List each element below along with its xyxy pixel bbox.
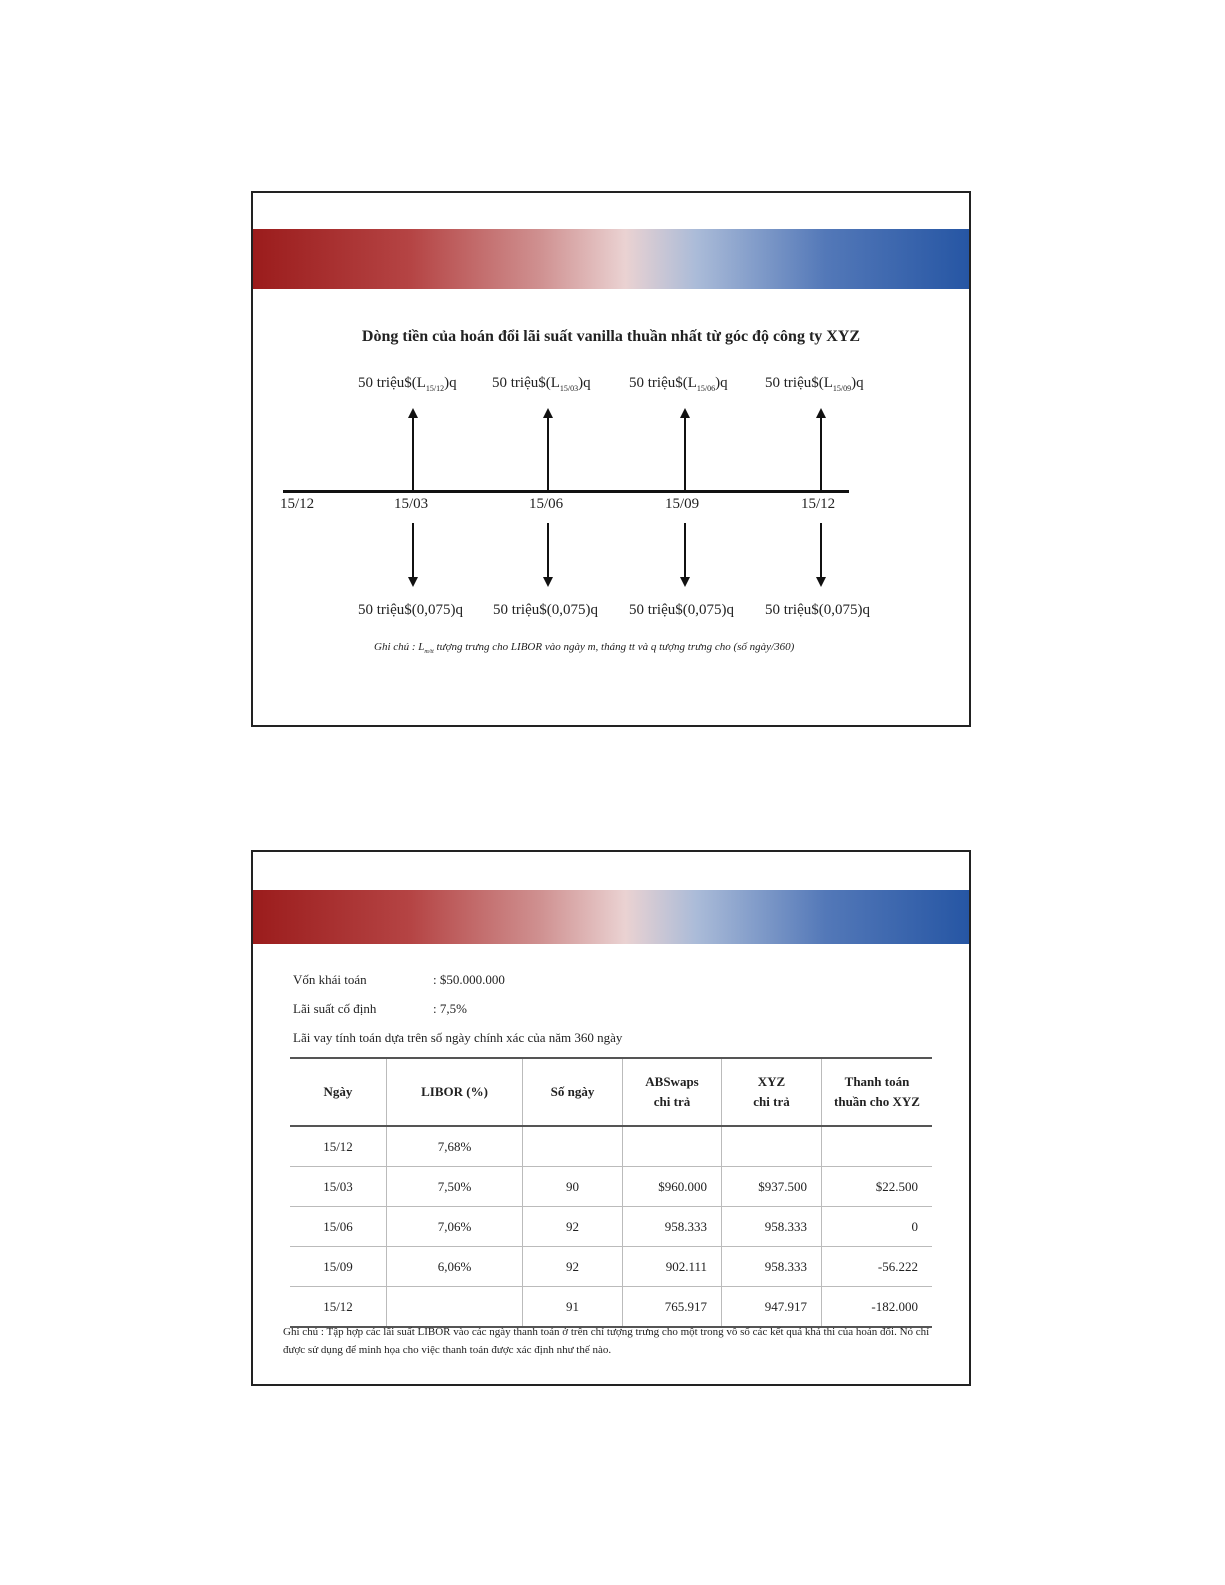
outflow-arrow-line [412, 523, 414, 577]
principal-value: : $50.000.000 [433, 972, 505, 987]
diagram-title: Dòng tiền của hoán đổi lãi suất vanilla thuần nhất từ góc độ công ty XYZ [361, 328, 861, 345]
slide-payment-table [251, 850, 971, 1386]
cell-libor: 7,06% [387, 1207, 523, 1247]
cell-net: -182.000 [822, 1287, 933, 1328]
table-row [290, 1126, 932, 1167]
inflow-arrow-line [412, 417, 414, 491]
cell-xyz [722, 1126, 822, 1167]
cell-abswaps: 958.333 [623, 1207, 722, 1247]
cell-xyz: 958.333 [722, 1207, 822, 1247]
cell-date: 15/03 [290, 1167, 387, 1207]
cell-xyz: $937.500 [722, 1167, 822, 1207]
outflow-label-4: 50 triệu$(0,075)q [765, 602, 870, 618]
cell-abswaps: 765.917 [623, 1287, 722, 1328]
outflow-label-1: 50 triệu$(0,075)q [358, 602, 463, 618]
outflow-label-2: 50 triệu$(0,075)q [493, 602, 598, 618]
slide-header-banner [253, 229, 969, 289]
cell-abswaps: 902.111 [623, 1247, 722, 1287]
day-count-basis: Lãi vay tính toán dựa trên số ngày chính xác của năm 360 ngày [293, 1030, 623, 1045]
cell-net [822, 1126, 933, 1167]
principal-label: Vốn khái toán [293, 972, 367, 987]
cell-days [523, 1126, 623, 1167]
date-label: 15/12 [801, 496, 836, 512]
down-arrow-head [543, 577, 553, 587]
outflow-arrow-line [684, 523, 686, 577]
fixed-rate-label: Lãi suất cố định [293, 1001, 377, 1016]
slide-header-banner [253, 890, 969, 944]
principal-line [293, 972, 505, 988]
date-label: 15/03 [394, 496, 429, 512]
col-header-days: Số ngày [523, 1058, 623, 1126]
inflow-arrow-line [820, 417, 822, 491]
col-header-date: Ngày [290, 1058, 387, 1126]
cell-libor [387, 1287, 523, 1328]
table-row [290, 1167, 932, 1207]
table-row [290, 1247, 932, 1287]
cell-libor: 6,06% [387, 1247, 523, 1287]
cell-abswaps [623, 1126, 722, 1167]
down-arrow-head [816, 577, 826, 587]
cell-net: $22.500 [822, 1167, 933, 1207]
table-header-row [290, 1058, 932, 1126]
cell-date: 15/12 [290, 1287, 387, 1328]
table-row [290, 1287, 932, 1328]
table-footnote: Ghi chú : Tập hợp các lãi suất LIBOR vào các ngày thanh toán ở trên chỉ tượng trưng cho một trong vô số các kết quả khả thi của hoán đổi. Nó chỉ được sử dụng để minh họa cho việc thanh toán được xác định như thế nào. [283, 1326, 930, 1356]
cell-net: 0 [822, 1207, 933, 1247]
fixed-rate-value: : 7,5% [433, 1001, 467, 1016]
outflow-arrow-line [820, 523, 822, 577]
cell-date: 15/09 [290, 1247, 387, 1287]
slide-cash-flow-diagram [251, 191, 971, 727]
col-header-net-payment: Thanh toán thuần cho XYZ [822, 1058, 933, 1126]
cell-libor: 7,50% [387, 1167, 523, 1207]
cell-libor: 7,68% [387, 1126, 523, 1167]
timeline-axis [283, 490, 849, 493]
inflow-label-3: 50 $triệu\$(L_{15/06})q$ [629, 375, 728, 393]
table-row [290, 1207, 932, 1247]
down-arrow-head [408, 577, 418, 587]
cell-abswaps: $960.000 [623, 1167, 722, 1207]
cell-xyz: 947.917 [722, 1287, 822, 1328]
inflow-label-2: 50 $triệu\$(L_{15/03})q$ [492, 375, 591, 393]
fixed-rate-line [293, 1001, 467, 1017]
cell-xyz: 958.333 [722, 1247, 822, 1287]
col-header-xyz: XYZ chi trả [722, 1058, 822, 1126]
col-header-abswaps: ABSwaps chi trả [623, 1058, 722, 1126]
cell-days: 92 [523, 1247, 623, 1287]
outflow-label-3: 50 triệu$(0,075)q [629, 602, 734, 618]
inflow-arrow-line [547, 417, 549, 491]
payment-table [290, 1057, 932, 1328]
diagram-note: Ghi chú : $L_{m/tt}$ tượng trưng cho LIBOR vào ngày m, tháng tt và q tượng trưng cho (số ngày/360) [374, 641, 795, 656]
date-label: 15/06 [529, 496, 564, 512]
cell-days: 91 [523, 1287, 623, 1328]
inflow-label-1: 50 $triệu\$(L_{15/12})q$ [358, 375, 457, 393]
down-arrow-head [680, 577, 690, 587]
cell-date: 15/06 [290, 1207, 387, 1247]
inflow-label-4: 50 $triệu\$(L_{15/09})q$ [765, 375, 864, 393]
cell-net: -56.222 [822, 1247, 933, 1287]
date-label: 15/12 [280, 496, 315, 512]
cell-days: 90 [523, 1167, 623, 1207]
date-label: 15/09 [665, 496, 700, 512]
cell-date: 15/12 [290, 1126, 387, 1167]
col-header-libor: LIBOR (%) [387, 1058, 523, 1126]
cell-days: 92 [523, 1207, 623, 1247]
inflow-arrow-line [684, 417, 686, 491]
outflow-arrow-line [547, 523, 549, 577]
